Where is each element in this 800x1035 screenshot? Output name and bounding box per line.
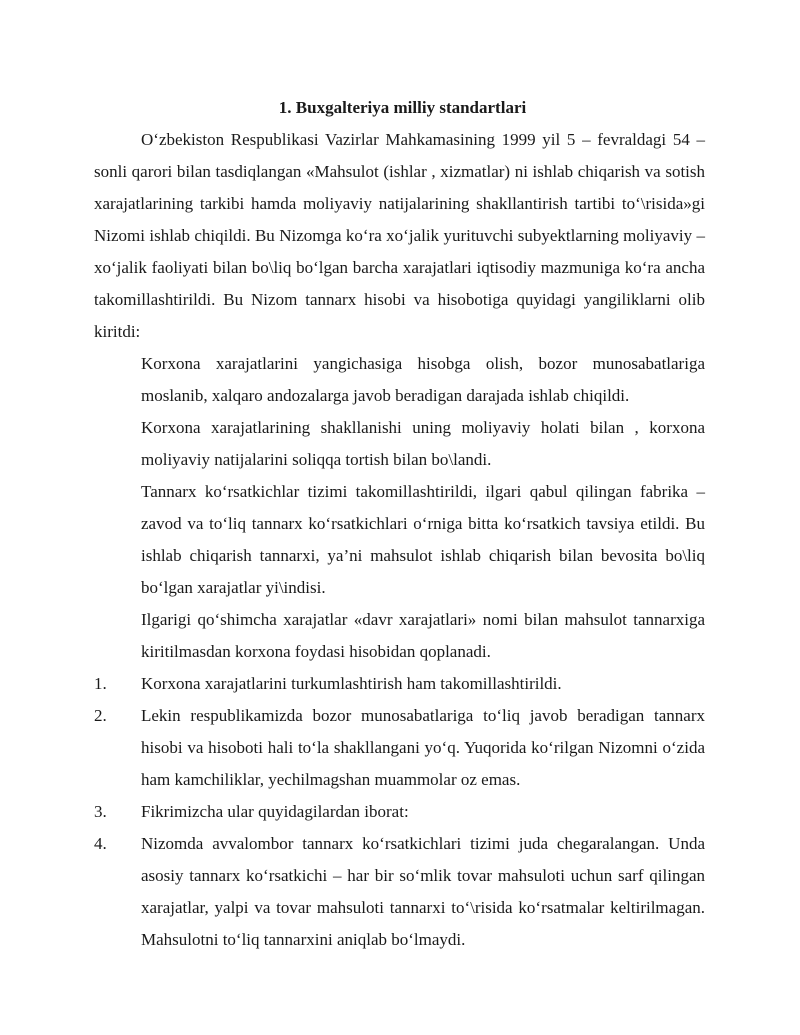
- list-item-text: Korxona xarajatlarini turkumlashtirish ham takomillashtirildi.: [141, 674, 562, 693]
- list-item: [94, 796, 705, 828]
- list-item-number: 3.: [94, 802, 107, 821]
- innovation-paragraph-3: Tannarx ko‘rsatkichlar tizimi takomillashtirildi, ilgari qabul qilingan fabrika – zavod va to‘liq tannarx ko‘rsatkichlari o‘rniga bitta ko‘rsatkich tavsiya etildi. Bu ishlab chiqarish tannarxi, ya’ni mahsulot ishlab chiqarish bilan bevosita bo\liq bo‘lgan xarajatlar yi\indisi.: [141, 482, 705, 597]
- innovation-paragraph-4: Ilgarigi qo‘shimcha xarajatlar «davr xarajatlari» nomi bilan mahsulot tannarxiga kiritilmasdan korxona foydasi hisobidan qoplanadi.: [141, 610, 705, 661]
- innovation-paragraph-1: Korxona xarajatlarini yangichasiga hisobga olish, bozor munosabatlariga moslanib, xalqaro andozalarga javob beradigan darajada ishlab chiqildi.: [141, 354, 705, 405]
- list-item-text: Fikrimizcha ular quyidagilardan iborat:: [141, 802, 409, 821]
- list-item: [94, 668, 705, 700]
- list-item-number: 4.: [94, 834, 107, 853]
- intro-paragraph: O‘zbekiston Respublikasi Vazirlar Mahkamasining 1999 yil 5 – fevraldagi 54 – sonli qarori bilan tasdiqlangan «Mahsulot (ishlar , xizmatlar) ni ishlab chiqarish va sotish xarajatlarining tarkibi hamda moliyaviy natijalarining shakllantirish tartibi to‘\risida»gi Nizomi ishlab chiqildi. Bu Nizomga ko‘ra xo‘jalik yurituvchi subyektlarning moliyaviy – xo‘jalik faoliyati bilan bo\liq bo‘lgan barcha xarajatlari iqtisodiy mazmuniga ko‘ra ancha takomillashtirildi. Bu Nizom tannarx hisobi va hisobotiga quyidagi yangiliklarni olib kiritdi:: [94, 130, 705, 341]
- numbered-list: [94, 668, 705, 956]
- list-item-text: Lekin respublikamizda bozor munosabatlariga to‘liq javob beradigan tannarx hisobi va hisoboti hali to‘la shakllangani yo‘q. Yuqorida ko‘rilgan Nizomni o‘zida ham kamchiliklar, yechilmagshan muammolar oz emas.: [141, 706, 705, 789]
- list-item-number: 2.: [94, 706, 107, 725]
- document-page: [94, 92, 705, 956]
- list-item: [94, 700, 705, 796]
- innovation-paragraph-2: Korxona xarajatlarining shakllanishi uning moliyaviy holati bilan , korxona moliyaviy natijalarini soliqqa tortish bilan bo\landi.: [141, 418, 705, 469]
- document-title: 1. Buxgalteriya milliy standartlari: [278, 98, 527, 117]
- list-item-number: 1.: [94, 674, 107, 693]
- list-item-text: Nizomda avvalombor tannarx ko‘rsatkichlari tizimi juda chegaralangan. Unda asosiy tannarx ko‘rsatkichi – har bir so‘mlik tovar mahsuloti uchun sarf qilingan xarajatlar, yalpi va tovar mahsuloti tannarxi to‘\risida ko‘rsatmalar keltirilmagan. Mahsulotni to‘liq tannarxini aniqlab bo‘lmaydi.: [141, 834, 705, 949]
- list-item: [94, 828, 705, 956]
